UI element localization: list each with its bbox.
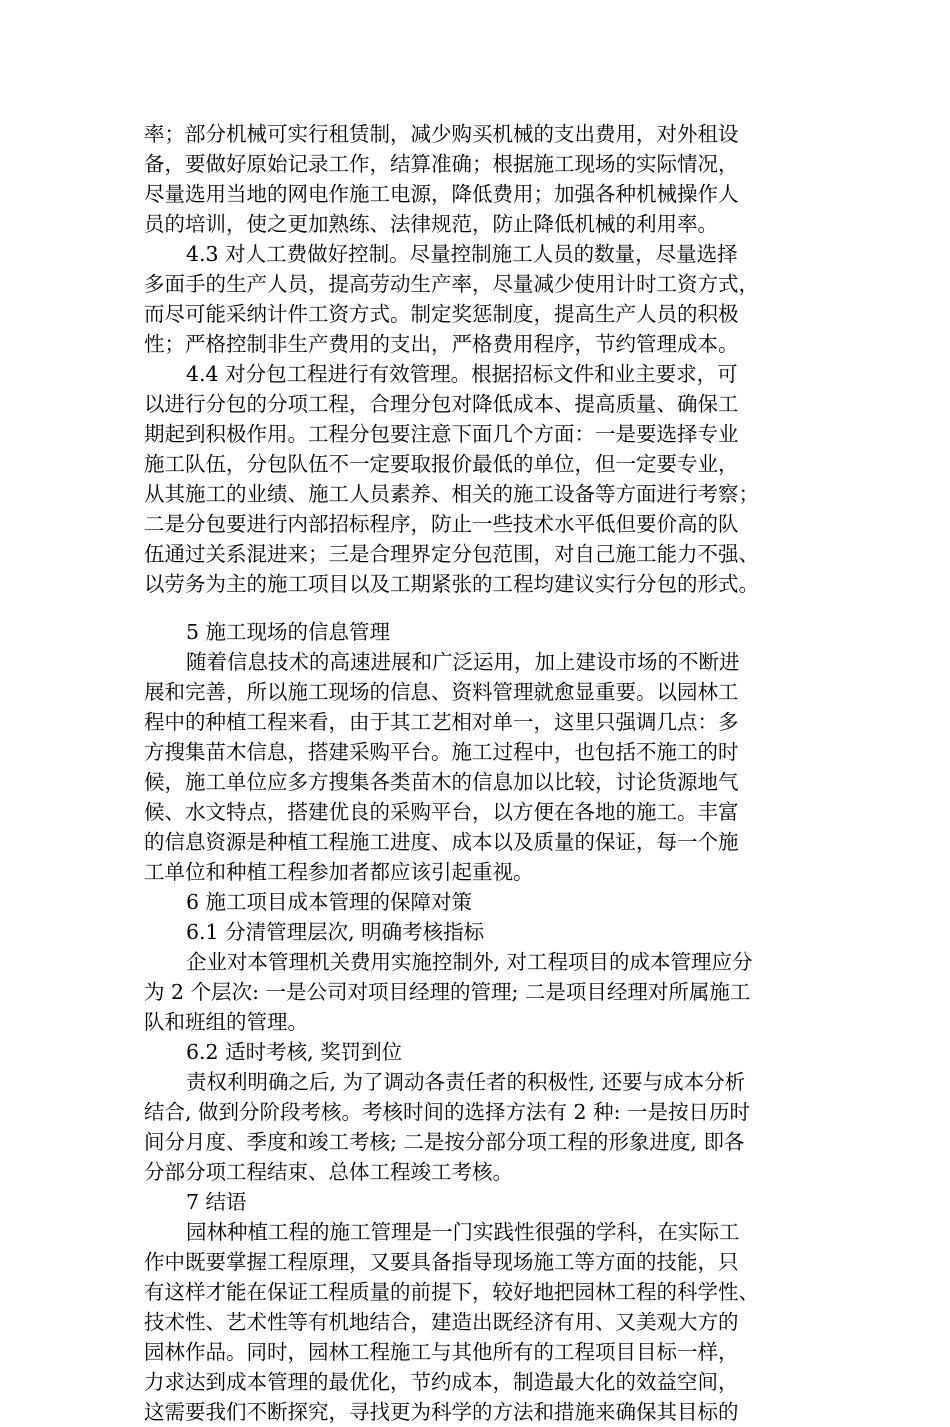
text-line: 尽量选用当地的网电作施工电源，降低费用；加强各种机械操作人 xyxy=(144,182,739,206)
text-line: 以进行分包的分项工程，合理分包对降低成本、提高质量、确保工 xyxy=(144,392,739,416)
paragraph-gap xyxy=(144,599,804,617)
text-line: 园林作品。同时，园林工程施工与其他所有的工程项目目标一样， xyxy=(144,1340,739,1364)
paragraph-info-management xyxy=(144,647,804,887)
text-line: 展和完善，所以施工现场的信息、资料管理就愈显重要。以园林工 xyxy=(144,680,739,704)
paragraph-4-3-labor-cost xyxy=(144,239,804,359)
paragraph-6-1 xyxy=(144,947,804,1037)
document-body xyxy=(144,119,804,1427)
text-line: 员的培训，使之更加熟练、法律规范，防止降低机械的利用率。 xyxy=(144,212,718,236)
text-line: 期起到积极作用。工程分包要注意下面几个方面：一是要选择专业 xyxy=(144,422,739,446)
subsection-heading-6-2: 6.2 适时考核, 奖罚到位 xyxy=(186,1040,403,1064)
paragraph-6-2 xyxy=(144,1067,804,1187)
text-line: 方搜集苗木信息，搭建采购平台。施工过程中，也包括不施工的时 xyxy=(144,740,739,764)
text-line: 候、水文特点，搭建优良的采购平台，以方便在各地的施工。丰富 xyxy=(144,800,739,824)
text-line: 以劳务为主的施工项目以及工期紧张的工程均建议实行分包的形式。 xyxy=(144,572,759,596)
text-line: 随着信息技术的高速进展和广泛运用，加上建设市场的不断进 xyxy=(186,650,740,674)
text-line: 这需要我们不断探究，寻找更为科学的方法和措施来确保其目标的 xyxy=(144,1400,739,1424)
subsection-heading-6-1: 6.1 分清管理层次, 明确考核指标 xyxy=(186,920,485,944)
text-line: 多面手的生产人员，提高劳动生产率，尽量减少使用计时工资方式， xyxy=(144,272,759,296)
text-line: 率；部分机械可实行租赁制，减少购买机械的支出费用，对外租设 xyxy=(144,122,739,146)
text-line: 性；严格控制非生产费用的支出，严格费用程序，节约管理成本。 xyxy=(144,332,739,356)
text-line: 二是分包要进行内部招标程序，防止一些技术水平低但要价高的队 xyxy=(144,512,739,536)
text-line: 的信息资源是种植工程施工进度、成本以及质量的保证，每一个施 xyxy=(144,830,739,854)
text-line: 程中的种植工程来看，由于其工艺相对单一，这里只强调几点：多 xyxy=(144,710,739,734)
text-line: 队和班组的管理。 xyxy=(144,1010,308,1034)
text-line: 工单位和种植工程参加者都应该引起重视。 xyxy=(144,860,534,884)
text-line: 间分月度、季度和竣工考核; 二是按分部分项工程的形象进度, 即各 xyxy=(144,1130,745,1154)
text-line: 4.4 对分包工程进行有效管理。根据招标文件和业主要求，可 xyxy=(186,362,738,386)
text-line: 园林种植工程的施工管理是一门实践性很强的学科，在实际工 xyxy=(186,1220,740,1244)
text-line: 伍通过关系混进来；三是合理界定分包范围，对自己施工能力不强、 xyxy=(144,542,759,566)
text-line: 从其施工的业绩、施工人员素养、相关的施工设备等方面进行考察； xyxy=(144,482,759,506)
paragraph-4-4-subcontract xyxy=(144,359,804,599)
text-line: 企业对本管理机关费用实施控制外, 对工程项目的成本管理应分 xyxy=(186,950,753,974)
paragraph-conclusion xyxy=(144,1217,804,1427)
text-line: 而尽可能采纳计件工资方式。制定奖惩制度，提高生产人员的积极 xyxy=(144,302,739,326)
text-line: 责权利明确之后, 为了调动各责任者的积极性, 还要与成本分析 xyxy=(186,1070,746,1094)
text-line: 施工队伍，分包队伍不一定要取报价最低的单位，但一定要专业， xyxy=(144,452,739,476)
section-heading-7: 7 结语 xyxy=(186,1190,247,1214)
text-line: 为 2 个层次: 一是公司对项目经理的管理; 二是项目经理对所属施工 xyxy=(144,980,751,1004)
text-line: 有这样才能在保证工程质量的前提下，较好地把园林工程的科学性、 xyxy=(144,1280,759,1304)
text-line: 候，施工单位应多方搜集各类苗木的信息加以比较，讨论货源地气 xyxy=(144,770,739,794)
section-heading-5: 5 施工现场的信息管理 xyxy=(186,620,391,644)
paragraph-machinery-cost xyxy=(144,119,804,239)
text-line: 力求达到成本管理的最优化，节约成本，制造最大化的效益空间， xyxy=(144,1370,739,1394)
section-heading-6: 6 施工项目成本管理的保障对策 xyxy=(186,890,473,914)
text-line: 作中既要掌握工程原理，又要具备指导现场施工等方面的技能，只 xyxy=(144,1250,739,1274)
text-line: 分部分项工程结束、总体工程竣工考核。 xyxy=(144,1160,513,1184)
text-line: 备，要做好原始记录工作，结算准确；根据施工现场的实际情况， xyxy=(144,152,739,176)
text-line: 结合, 做到分阶段考核。考核时间的选择方法有 2 种: 一是按日历时 xyxy=(144,1100,751,1124)
text-line: 4.3 对人工费做好控制。尽量控制施工人员的数量，尽量选择 xyxy=(186,242,738,266)
text-line: 技术性、艺术性等有机地结合，建造出既经济有用、又美观大方的 xyxy=(144,1310,739,1334)
